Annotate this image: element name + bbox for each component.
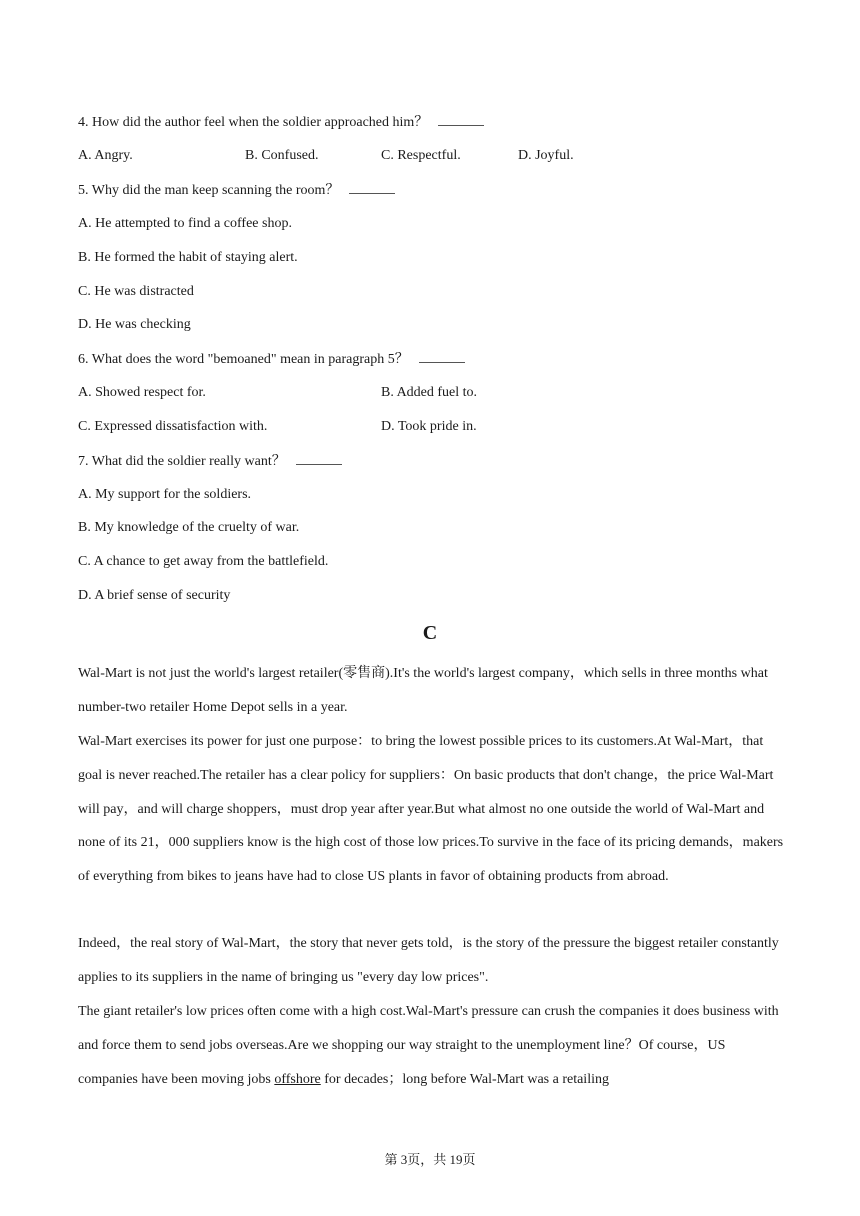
section-title: C — [422, 622, 438, 644]
q5-option-d: D. He was checking — [78, 317, 191, 332]
paragraph-text: for decades；long before Wal-Mart was a retailing — [320, 1071, 609, 1087]
question-7 — [78, 452, 342, 471]
passage-paragraph-2: Wal-Mart exercises its power for just one purpose：to bring the lowest possible prices to its customers.At Wal-Mart，that goal is never reached.The retailer has a clear policy for suppliers：On basic products that don't change，the price Wal-Mart will pay，and will charge shoppers，must drop year after year.But what almost no one outside the world of Wal-Mart and none of its 21，000 suppliers know is the high cost of those low prices.To survive in the face of its pricing demands，makers of everything from bikes to jeans have had to close US plants in favor of obtaining products from abroad. — [78, 734, 784, 885]
q4-option-b: B. Confused. — [245, 148, 319, 163]
answer-blank[interactable] — [419, 350, 465, 363]
q6-option-d: D. Took pride in. — [381, 419, 477, 434]
q4-option-c: C. Respectful. — [381, 148, 461, 163]
answer-blank[interactable] — [296, 452, 342, 465]
question-5 — [78, 181, 395, 200]
passage-paragraph-4 — [78, 995, 784, 1096]
page-footer: 第 3页，共 19页 — [384, 1152, 476, 1167]
question-text: 4. How did the author feel when the soldier approached him？ — [78, 115, 429, 130]
q7-option-b: B. My knowledge of the cruelty of war. — [78, 520, 300, 535]
passage-paragraph-1: Wal-Mart is not just the world's largest retailer(零售商).It's the world's largest company，which sells in three months what number-two retailer Home Depot sells in a year. — [78, 666, 768, 715]
answer-blank[interactable] — [438, 113, 484, 126]
question-4 — [78, 113, 484, 132]
q7-option-d: D. A brief sense of security — [78, 588, 231, 603]
q5-option-c: C. He was distracted — [78, 284, 194, 299]
question-6 — [78, 350, 465, 369]
underlined-word: offshore — [274, 1071, 321, 1087]
q5-option-b: B. He formed the habit of staying alert. — [78, 250, 298, 265]
q6-option-b: B. Added fuel to. — [381, 385, 478, 400]
q7-option-c: C. A chance to get away from the battlefield. — [78, 554, 329, 569]
question-text: 6. What does the word "bemoaned" mean in paragraph 5？ — [78, 352, 409, 367]
q5-option-a: A. He attempted to find a coffee shop. — [78, 216, 292, 231]
q7-option-a: A. My support for the soldiers. — [78, 487, 252, 502]
paragraph-text: The giant retailer's low prices often come with a high cost.Wal-Mart's pressure can crush the companies it does business with and force them to send jobs overseas.Are we shopping our way straight to the unemployment line？Of course，US companies have been moving jobs — [78, 1004, 779, 1087]
question-text: 5. Why did the man keep scanning the room？ — [78, 183, 340, 198]
passage-paragraph-3: Indeed，the real story of Wal-Mart，the story that never gets told，is the story of the pressure the biggest retailer constantly applies to its suppliers in the name of bringing us "every day low prices". — [78, 936, 779, 985]
q6-option-c: C. Expressed dissatisfaction with. — [78, 419, 268, 434]
q6-option-a: A. Showed respect for. — [78, 385, 206, 400]
q4-option-a: A. Angry. — [78, 148, 133, 163]
q4-option-d: D. Joyful. — [518, 148, 574, 163]
answer-blank[interactable] — [349, 181, 395, 194]
question-text: 7. What did the soldier really want？ — [78, 454, 286, 469]
